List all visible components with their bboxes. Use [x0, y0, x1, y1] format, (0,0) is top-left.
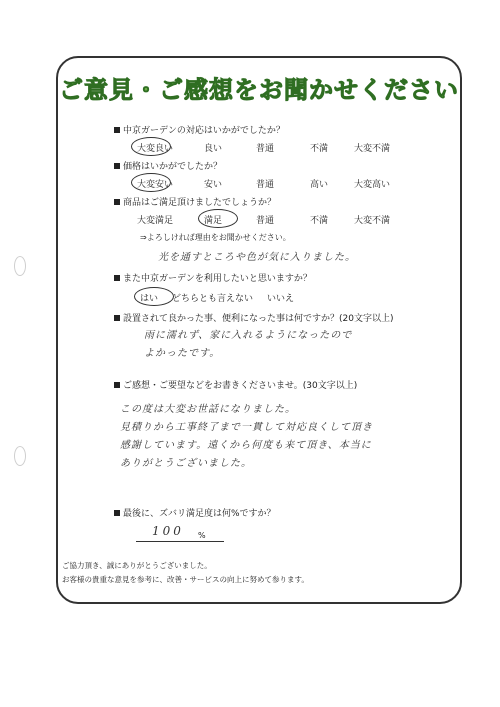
option-q4-1[interactable]: はい — [140, 291, 172, 304]
reason-answer: 光を通すところや色が気に入りました。 — [158, 252, 356, 263]
question-6-label: ご感想・ご要望などをお書きくださいませ。(30文字以上) — [123, 381, 358, 391]
option-q1-4[interactable]: 不満 — [310, 144, 329, 154]
question-2-label: 価格はいかがでしたか？ — [123, 162, 223, 172]
q6-answer-line-4: ありがとうございました。 — [120, 458, 252, 469]
reason-prompt: ⇒よろしければ理由をお聞かせください。 — [140, 233, 291, 242]
option-q2-5[interactable]: 大変高い — [354, 180, 391, 190]
satisfaction-underline — [136, 541, 224, 542]
q6-answer-line-3: 感謝しています。遠くから何度も来て頂き、本当に — [120, 440, 372, 451]
question-3-options — [137, 213, 404, 226]
question-1 — [114, 123, 285, 136]
option-q3-5[interactable]: 大変不満 — [354, 216, 391, 226]
punch-hole-bottom — [14, 446, 26, 466]
question-7 — [114, 506, 276, 519]
question-3 — [114, 195, 276, 208]
q5-answer-line-1: 雨に濡れず、家に入れるようになったので — [144, 330, 353, 341]
option-q4-3[interactable]: いいえ — [267, 294, 295, 304]
option-q1-1[interactable]: 大変良い — [137, 141, 204, 154]
punch-hole-top — [14, 256, 26, 276]
q6-answer-line-2: 見積りから工事終了まで一貫して対応良くして頂き — [120, 422, 373, 433]
question-1-options — [137, 141, 404, 154]
bullet-square-icon — [114, 199, 120, 205]
bullet-square-icon — [114, 127, 120, 133]
question-2 — [114, 159, 222, 172]
option-q1-3[interactable]: 普通 — [256, 144, 275, 154]
footer-line-2: お客様の貴重な意見を参考に、改善・サービスの向上に努めて参ります。 — [62, 575, 309, 584]
question-6 — [114, 378, 357, 391]
satisfaction-unit: % — [198, 531, 206, 540]
q5-answer-line-2: よかったです。 — [144, 348, 221, 359]
option-q1-5[interactable]: 大変不満 — [354, 144, 391, 154]
question-4-label: また中京ガーデンを利用したいと思いますか？ — [123, 274, 312, 284]
question-5 — [114, 311, 393, 324]
bullet-square-icon — [114, 275, 120, 281]
question-2-options — [137, 177, 404, 190]
option-q3-3[interactable]: 普通 — [256, 216, 275, 226]
option-q2-4[interactable]: 高い — [310, 180, 329, 190]
question-4-options — [140, 291, 307, 304]
option-q3-1[interactable]: 大変満足 — [137, 216, 174, 226]
option-q4-2[interactable]: どちらとも言えない — [172, 294, 254, 304]
option-q2-3[interactable]: 普通 — [256, 180, 275, 190]
option-q3-2[interactable]: 満足 — [204, 213, 256, 226]
bullet-square-icon — [114, 315, 120, 321]
bullet-square-icon — [114, 382, 120, 388]
question-4 — [114, 271, 312, 284]
option-q1-2[interactable]: 良い — [204, 144, 223, 154]
q6-answer-line-1: この度は大変お世話になりました。 — [120, 404, 296, 415]
question-5-label: 設置されて良かった事、便利になった事は何ですか？(20文字以上) — [123, 314, 394, 324]
question-3-label: 商品はご満足頂けましたでしょうか？ — [123, 198, 277, 208]
option-q2-1[interactable]: 大変安い — [137, 177, 204, 190]
option-q2-2[interactable]: 安い — [204, 180, 223, 190]
bullet-square-icon — [114, 510, 120, 516]
bullet-square-icon — [114, 163, 120, 169]
question-7-label: 最後に、ズバリ満足度は何%ですか？ — [123, 509, 276, 519]
option-q3-4[interactable]: 不満 — [310, 216, 329, 226]
satisfaction-value: 100 — [152, 524, 184, 538]
survey-title: ご意見・ご感想をお聞かせください — [59, 76, 459, 104]
footer-line-1: ご協力頂き、誠にありがとうございました。 — [62, 561, 212, 570]
question-1-label: 中京ガーデンの対応はいかがでしたか？ — [123, 126, 285, 136]
